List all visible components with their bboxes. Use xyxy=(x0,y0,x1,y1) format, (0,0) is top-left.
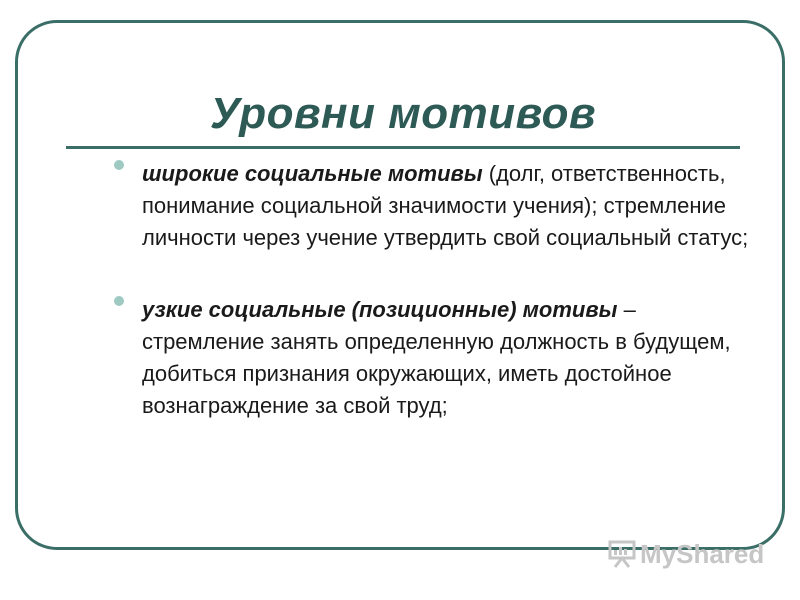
bullet-dot-icon xyxy=(114,160,124,170)
slide-title: Уровни мотивов xyxy=(210,89,597,138)
title-underline xyxy=(66,146,740,149)
bullet-dot-icon xyxy=(114,296,124,306)
bullet-item-narrow-motives xyxy=(112,294,752,422)
bullet-term: узкие социальные (позиционные) мотивы xyxy=(142,297,618,322)
bullet-text: (долг, ответственность, понимание социальной значимости учения); стремление личности через учение утвердить свой социальный статус; xyxy=(142,161,749,250)
bullet-item-broad-motives xyxy=(112,158,752,254)
watermark-text: MyShared xyxy=(640,538,765,569)
bullet-term: широкие социальные мотивы xyxy=(142,161,483,186)
watermark xyxy=(608,536,764,572)
presentation-board-icon xyxy=(608,539,636,569)
bullet-text: – стремление занять определенную должность в будущем, добиться признания окружающих, иметь достойное вознаграждение за свой труд; xyxy=(142,297,731,418)
bullet-list xyxy=(112,158,752,422)
